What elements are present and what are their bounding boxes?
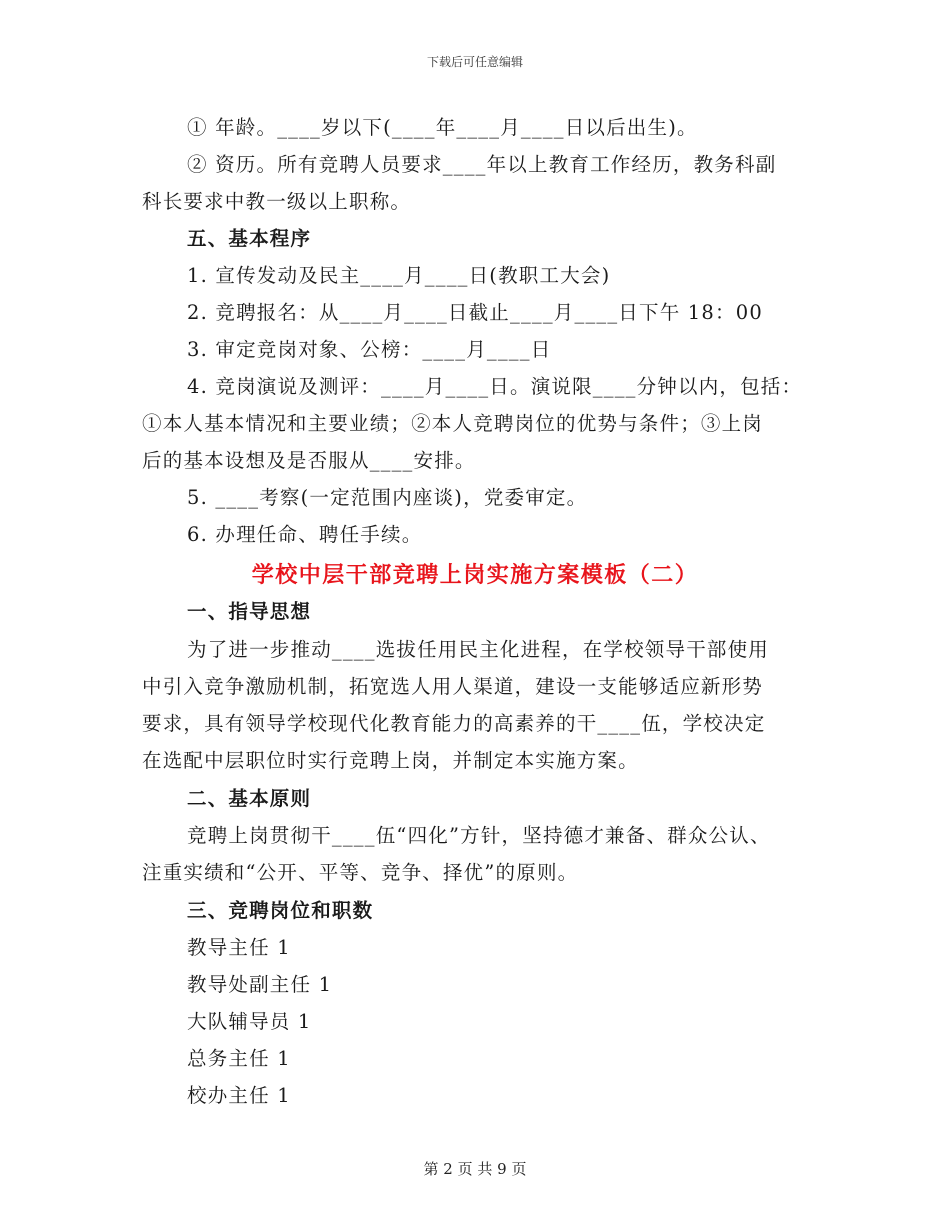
position-item: 教导处副主任 1 <box>187 973 333 996</box>
page-number: 第 2 页 共 9 页 <box>423 1160 527 1178</box>
guiding-paragraph-line-1: 为了进一步推动____选拔任用民主化进程，在学校领导干部使用 <box>187 638 770 661</box>
position-item: 大队辅导员 1 <box>187 1010 312 1033</box>
guiding-paragraph-line-4: 在选配中层职位时实行竞聘上岗，并制定本实施方案。 <box>142 749 639 772</box>
document-title: 学校中层干部竞聘上岗实施方案模板（二） <box>251 562 699 588</box>
principles-line-2: 注重实绩和“公开、平等、竞争、择优”的原则。 <box>142 861 579 884</box>
age-requirement: ① 年龄。____岁以下(____年____月____日以后出生)。 <box>187 116 698 139</box>
procedure-step-4-line-3: 后的基本设想及是否服从____安排。 <box>142 449 476 472</box>
qualification-line-1: ② 资历。所有竞聘人员要求____年以上教育工作经历，教务科副 <box>187 153 777 176</box>
qualification-line-2: 科长要求中教一级以上职称。 <box>142 190 412 213</box>
header-note: 下载后可任意编辑 <box>426 55 523 69</box>
procedure-step-2: 2. 竞聘报名：从____月____日截止____月____日下午 18：00 <box>187 301 763 324</box>
procedure-step-6: 6. 办理任命、聘任手续。 <box>187 523 423 546</box>
guiding-paragraph-line-2: 中引入竞争激励机制，拓宽选人用人渠道，建设一支能够适应新形势 <box>142 675 764 698</box>
position-item: 总务主任 1 <box>187 1047 291 1070</box>
position-item: 教导主任 1 <box>187 936 291 959</box>
section-heading-principles: 二、基本原则 <box>187 787 312 810</box>
position-item: 校办主任 1 <box>187 1084 291 1107</box>
section-heading-guiding: 一、指导思想 <box>187 600 312 623</box>
section-heading-positions: 三、竞聘岗位和职数 <box>187 899 374 922</box>
procedure-step-4-line-1: 4. 竞岗演说及测评：____月____日。演说限____分钟以内，包括： <box>187 375 803 398</box>
procedure-step-1: 1. 宣传发动及民主____月____日(教职工大会) <box>187 264 611 287</box>
procedure-step-3: 3. 审定竞岗对象、公榜：____月____日 <box>187 338 552 361</box>
procedure-step-4-line-2: ①本人基本情况和主要业绩；②本人竞聘岗位的优势与条件；③上岗 <box>142 412 764 435</box>
principles-line-1: 竞聘上岗贯彻干____伍“四化”方针，坚持德才兼备、群众公认、 <box>187 824 771 847</box>
section-heading-procedure: 五、基本程序 <box>187 227 312 250</box>
guiding-paragraph-line-3: 要求，具有领导学校现代化教育能力的高素养的干____伍，学校决定 <box>142 712 766 735</box>
procedure-step-5: 5. ____考察(一定范围内座谈)，党委审定。 <box>187 486 588 509</box>
